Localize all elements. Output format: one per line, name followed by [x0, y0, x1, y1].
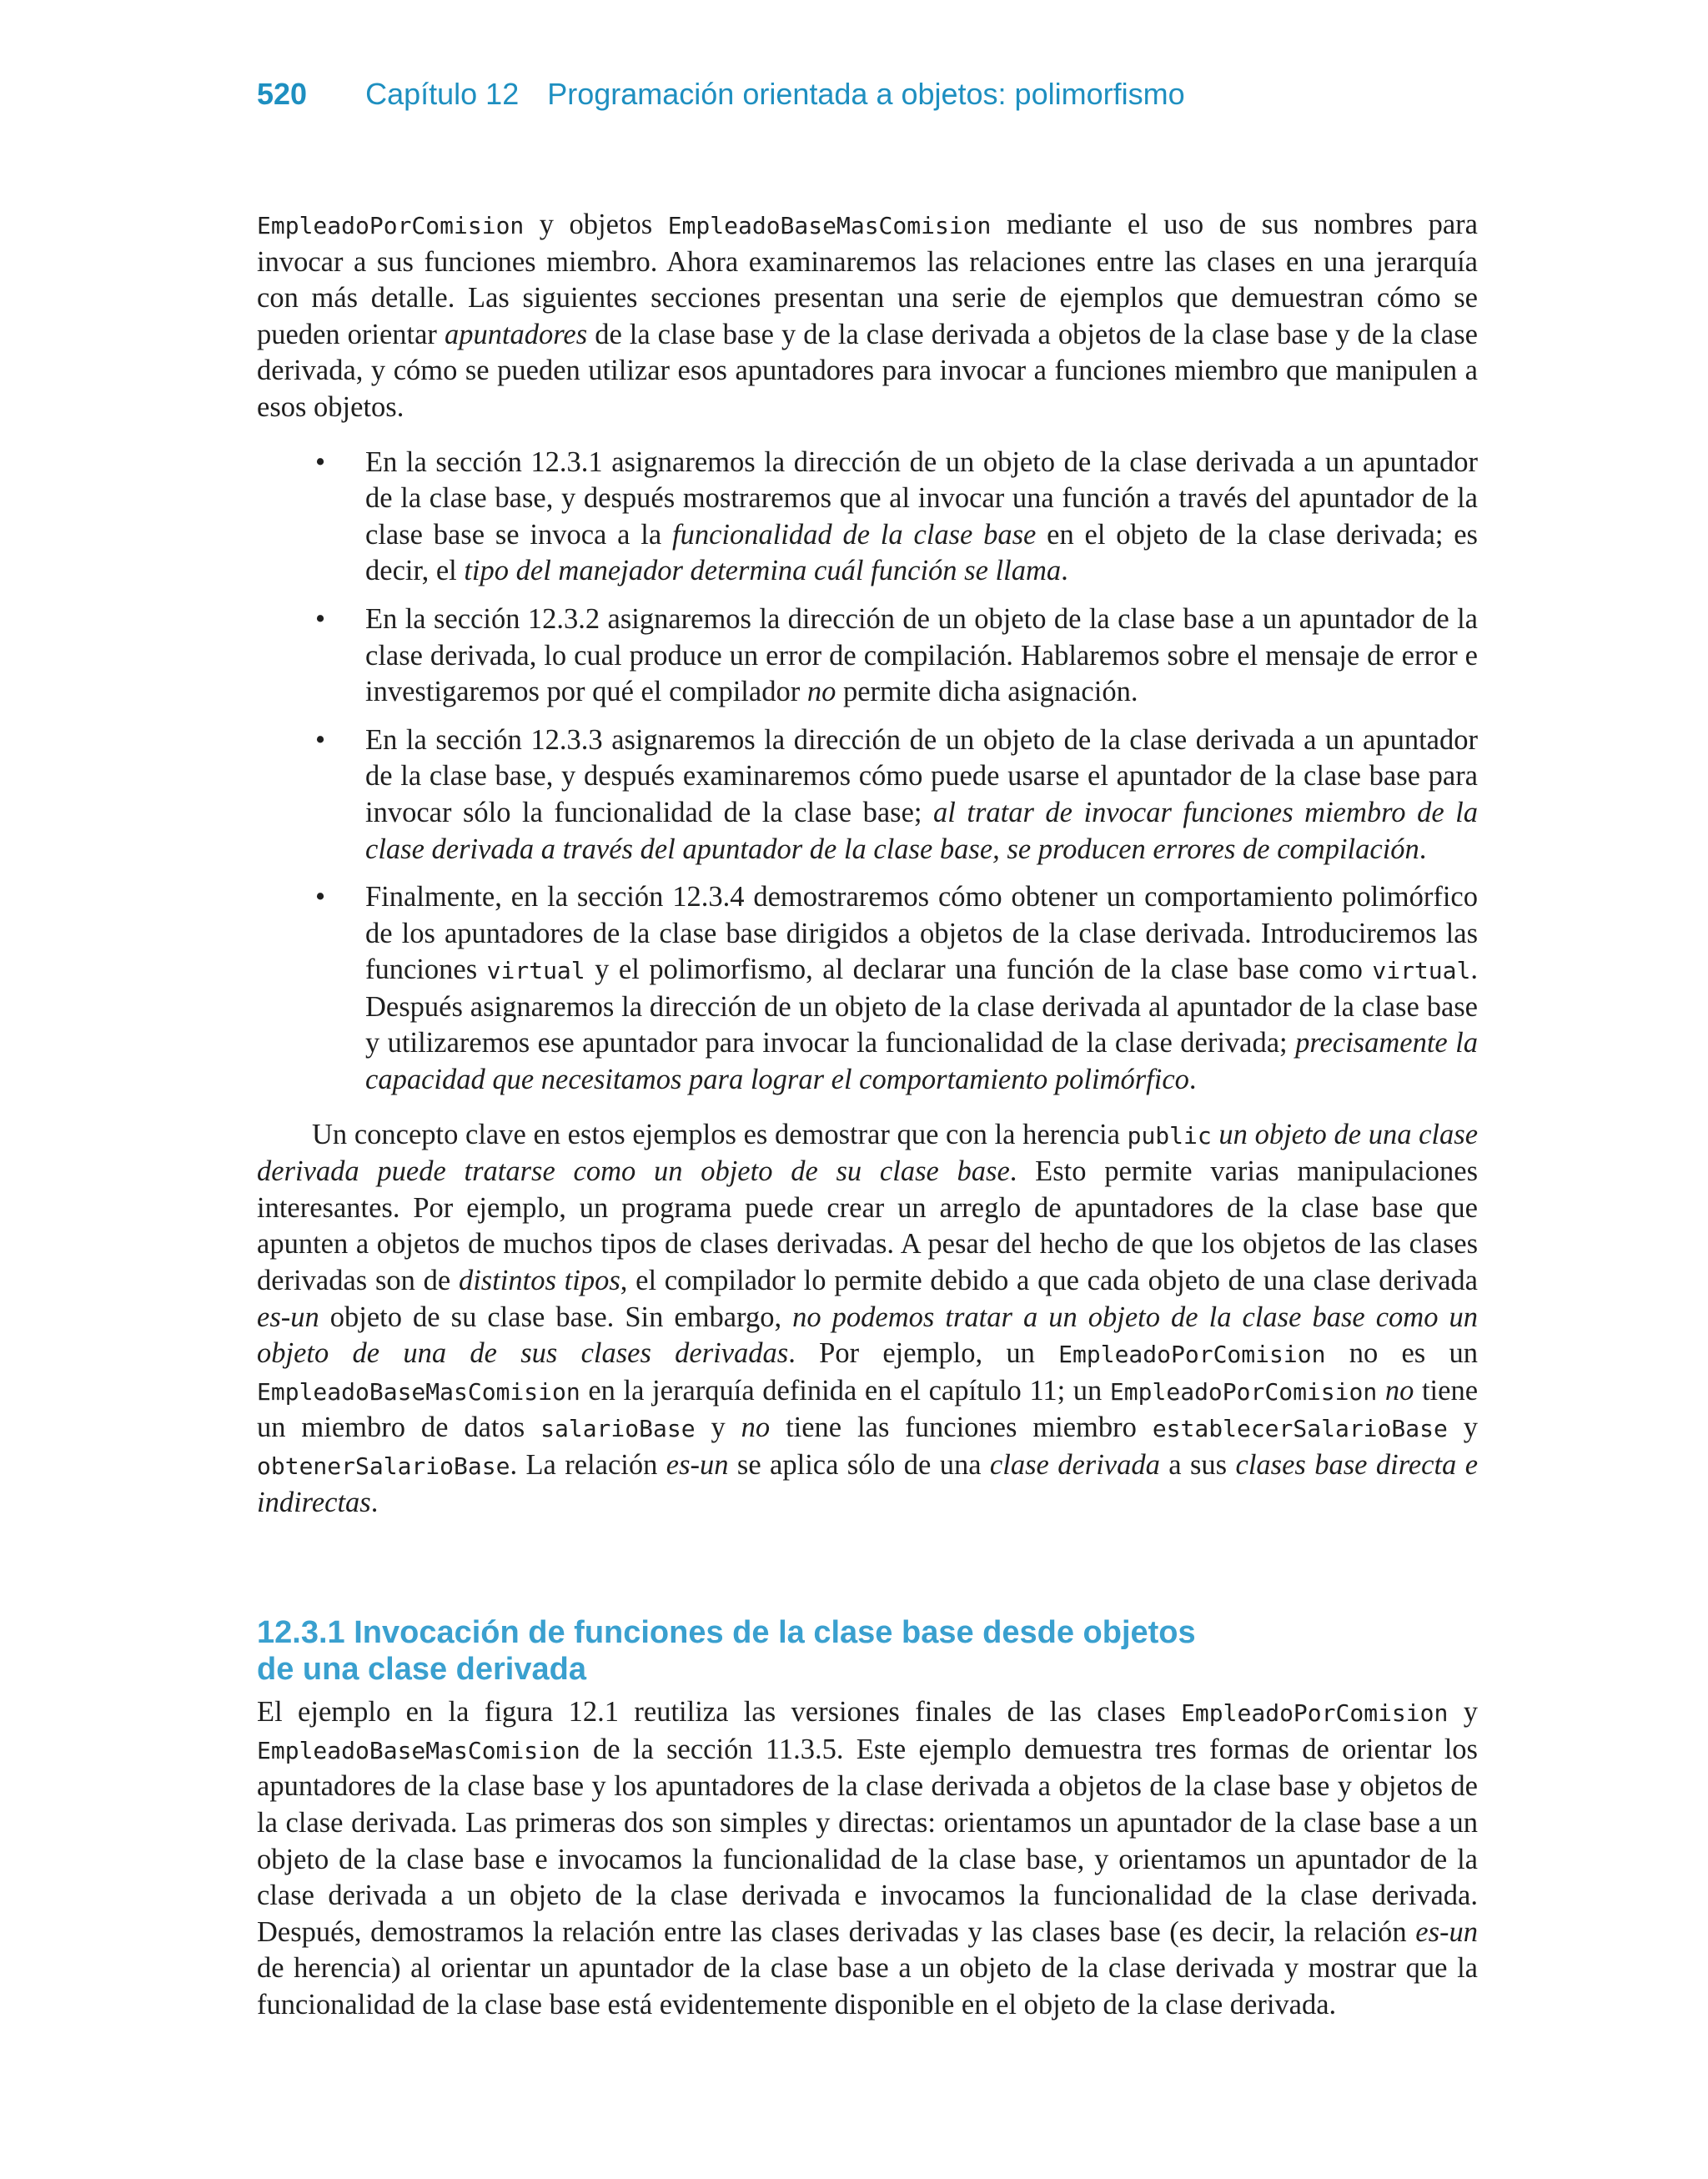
list-item: • En la sección 12.3.3 asignaremos la dirección de un objeto de la clase derivada a un apuntador de la clase base, y después examinaremos cómo puede usarse el apuntador de la clase base para invocar sólo la funcionalidad de la clase base; al tratar de invocar funciones miembro de la clase derivada a través del apuntador de la clase base, se producen errores de compilación.: [365, 722, 1478, 868]
code-term: EmpleadoPorComision: [1181, 1699, 1449, 1728]
emphasis: tipo del manejador determina cuál función se llama: [464, 555, 1062, 587]
emphasis: es-un: [1415, 1915, 1478, 1948]
emphasis: clase derivada: [989, 1449, 1160, 1481]
code-term: obtenerSalarioBase: [257, 1452, 510, 1480]
chapter-label: Capítulo 12: [365, 77, 520, 111]
code-term: EmpleadoPorComision: [1109, 1377, 1378, 1406]
emphasis: al tratar de invocar funciones miembro de la clase derivada a través del apuntador de la clase base, se producen errores de compilación: [365, 796, 1478, 865]
emphasis: precisamente la capacidad que necesitamos para lograr el comportamiento polimórfico: [365, 1027, 1478, 1096]
code-term: EmpleadoBaseMasComision: [257, 1377, 580, 1406]
page-body: [257, 207, 1478, 2024]
emphasis: apuntadores: [444, 318, 588, 350]
emphasis: distintos tipos: [458, 1265, 620, 1297]
page-number: 520: [257, 77, 308, 111]
concept-paragraph: Un concepto clave en estos ejemplos es demostrar que con la herencia public un objeto de una clase derivada puede tratarse como un objeto de su clase base. Esto permite varias manipulaciones interesantes. Por ejemplo, un programa puede crear un arreglo de apuntadores de la clase base que apunten a objetos de muchos tipos de clases derivadas. A pesar del hecho de que los objetos de las clases derivadas son de distintos tipos, el compilador lo permite debido a que cada objeto de una clase derivada es-un objeto de su clase base. Sin embargo, no podemos tratar a un objeto de la clase base como un objeto de una de sus clases derivadas. Por ejemplo, un EmpleadoPorComision no es un EmpleadoBaseMasComision en la jerarquía definida en el capítulo 11; un EmpleadoPorComision no tiene un miembro de datos salarioBase y no tiene las funciones miembro establecerSalarioBase y obtenerSalarioBase. La relación es-un se aplica sólo de una clase derivada a sus clases base directa e indirectas.: [257, 1118, 1479, 1518]
code-term: public: [1127, 1121, 1212, 1150]
emphasis: no: [741, 1412, 771, 1444]
section-heading: 12.3.1 Invocación de funciones de la clase base desde objetos de una clase derivada: [257, 1615, 1196, 1688]
list-item: • Finalmente, en la sección 12.3.4 demostraremos cómo obtener un comportamiento polimórfico de los apuntadores de la clase base dirigidos a objetos de la clase derivada. Introduciremos las funciones virtual y el polimorfismo, al declarar una función de la clase base como virtual. Después asignaremos la dirección de un objeto de la clase derivada al apuntador de la clase base y utilizaremos ese apuntador para invocar la funcionalidad de la clase derivada; precisamente la capacidad que necesitamos para lograr el comportamiento polimórfico.: [365, 879, 1478, 1099]
list-item: • En la sección 12.3.1 asignaremos la dirección de un objeto de la clase derivada a un apuntador de la clase base, y después mostraremos que al invocar una función a través del apuntador de la clase base se invoca a la funcionalidad de la clase base en el objeto de la clase derivada; es decir, el tipo del manejador determina cuál función se llama.: [365, 445, 1478, 590]
emphasis: no: [1384, 1374, 1414, 1407]
emphasis: es-un: [257, 1301, 319, 1333]
code-term: virtual: [1372, 957, 1471, 985]
chapter-title: Programación orientada a objetos: polimorfismo: [547, 77, 1185, 111]
emphasis: es-un: [666, 1449, 729, 1481]
code-term: EmpleadoBaseMasComision: [257, 1736, 580, 1764]
emphasis: no podemos tratar a un objeto de la clase base como un objeto de una de sus clases derivadas: [257, 1301, 1478, 1370]
code-term: EmpleadoPorComision: [1058, 1341, 1326, 1369]
code-term: EmpleadoPorComision: [257, 212, 525, 239]
code-term: establecerSalarioBase: [1152, 1415, 1448, 1443]
bullet-list: [257, 445, 1478, 1099]
running-head: [257, 77, 1185, 112]
code-term: virtual: [486, 957, 585, 985]
emphasis: un objeto de una clase derivada puede tratarse como un objeto de su clase base: [257, 1118, 1479, 1188]
emphasis: clases base directa e indirectas: [257, 1449, 1479, 1518]
emphasis: funcionalidad de la clase base: [671, 518, 1037, 551]
code-term: EmpleadoBaseMasComision: [667, 212, 992, 239]
example-paragraph: El ejemplo en la figura 12.1 reutiliza las versiones finales de las clases EmpleadoPorComision y EmpleadoBaseMasComision de la sección 11.3.5. Este ejemplo demuestra tres formas de orientar los apuntadores de la clase base y los apuntadores de la clase derivada a objetos de la clase base y objetos de la clase derivada. Las primeras dos son simples y directas: orientamos un apuntador de la clase base a un objeto de la clase base e invocamos la funcionalidad de la clase base, y orientamos un apuntador de la clase derivada a un objeto de la clase derivada e invocamos la funcionalidad de la clase derivada. Después, demostramos la relación entre las clases derivadas y las clases base (es decir, la relación es-un de herencia) al orientar un apuntador de la clase base a un objeto de la clase derivada y mostrar que la funcionalidad de la clase base está evidentemente disponible en el objeto de la clase derivada.: [257, 1696, 1479, 2020]
intro-paragraph: EmpleadoPorComision y objetos EmpleadoBaseMasComision mediante el uso de sus nombres para invocar a sus funciones miembro. Ahora examinaremos las relaciones entre las clases en una jerarquía con más detalle. Las siguientes secciones presentan una serie de ejemplos que demuestran cómo se pueden orientar apuntadores de la clase base y de la clase derivada a objetos de la clase base y de la clase derivada, y cómo se pueden utilizar esos apuntadores para invocar a funciones miembro que manipulen a esos objetos.: [257, 209, 1478, 423]
emphasis: no: [806, 676, 836, 708]
code-term: salarioBase: [540, 1415, 696, 1443]
list-item: • En la sección 12.3.2 asignaremos la dirección de un objeto de la clase base a un apuntador de la clase derivada, lo cual produce un error de compilación. Hablaremos sobre el mensaje de error e investigaremos por qué el compilador no permite dicha asignación.: [365, 601, 1478, 711]
